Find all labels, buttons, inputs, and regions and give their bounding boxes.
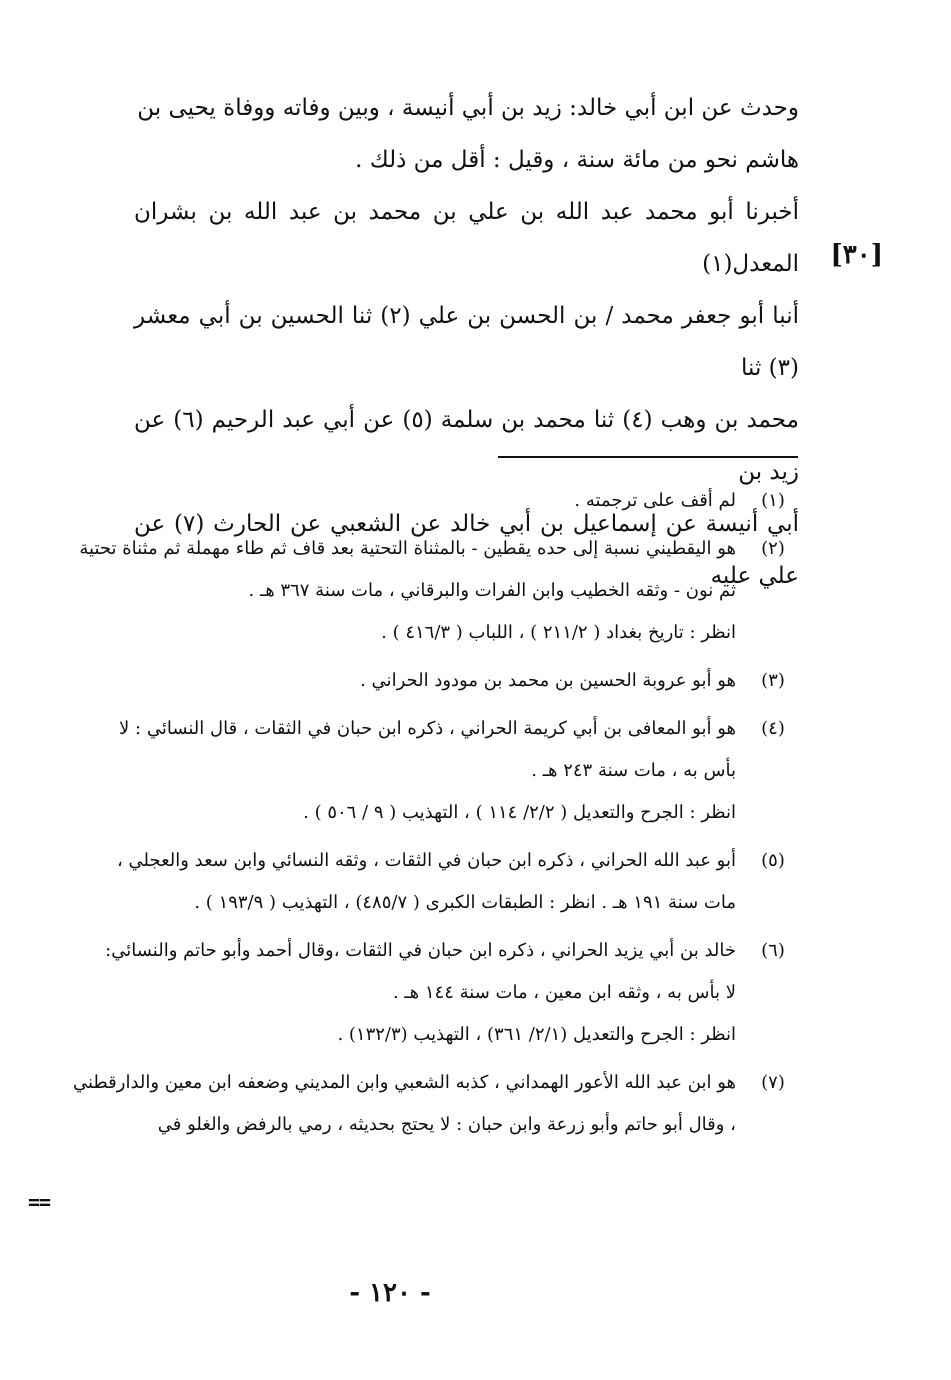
footnote-3 (28, 660, 798, 702)
footnote-line: خالد بن أبي يزيد الحراني ، ذكره ابن حبان في الثقات ،وقال أحمد وأبو حاتم والنسائي: (105, 940, 736, 961)
footnote-separator (498, 456, 798, 458)
footnote-4 (28, 708, 798, 834)
footnote-line: هو اليقطيني نسبة إلى حده يقطين - بالمثناة التحتية بعد قاف ثم طاء مهملة ثم مثناة تحتية (79, 538, 736, 559)
main-line: محمد بن وهب (٤) ثنا محمد بن سلمة (٥) عن أبي عبد الرحيم (٦) عن زيد بن (134, 407, 799, 485)
footnote-line: هو ابن عبد الله الأعور الهمداني ، كذبه الشعبي وابن المديني وضعفه ابن معين والدارقطني (72, 1072, 736, 1093)
footnote-line: انظر : تاريخ بغداد ( ٢١١/٢ ) ، اللباب ( ٤١٦/٣ ) . (381, 622, 736, 643)
footnote-5 (28, 840, 798, 924)
footnote-line: انظر : الجرح والتعديل (٢/١/ ٣٦١) ، التهذيب (١٣٢/٣) . (337, 1024, 736, 1045)
footnote-1 (28, 480, 798, 522)
footnote-line: هو أبو عروبة الحسين بن محمد بن مودود الحراني . (360, 670, 736, 691)
footnote-7 (28, 1062, 798, 1146)
margin-marker: [٣٠] (830, 240, 883, 270)
footnote-line: انظر : الجرح والتعديل ( ٢/٢/ ١١٤ ) ، التهذيب ( ٩ / ٥٠٦ ) . (303, 802, 736, 823)
footnotes (28, 480, 798, 1152)
footnote-number: (٦) (761, 940, 785, 961)
footnote-line: بأس به ، مات سنة ٢٤٣ هـ . (531, 760, 736, 781)
footnote-number: (٧) (761, 1072, 785, 1093)
main-line: أنبا أبو جعفر محمد / بن الحسن بن علي (٢) ثنا الحسين بن أبي معشر (٣) ثنا (134, 303, 799, 381)
footnote-line: أبو عبد الله الحراني ، ذكره ابن حبان في الثقات ، وثقه النسائي وابن سعد والعجلي ، (116, 850, 736, 871)
footnote-line: مات سنة ١٩١ هـ . انظر : الطبقات الكبرى ( ٤٨٥/٧) ، التهذيب ( ١٩٣/٩ ) . (194, 892, 736, 913)
footnote-2 (28, 528, 798, 654)
main-line: وحدث عن ابن أبي خالد: زيد بن أبي أنيسة ، وبين وفاته ووفاة يحيى بن (137, 95, 799, 121)
footnote-number: (٤) (761, 718, 785, 739)
footnote-number: (٢) (761, 538, 785, 559)
footnote-number: (٥) (761, 850, 785, 871)
main-line: أخبرنا أبو محمد عبد الله بن علي بن محمد بن عبد الله بن بشران المعدل(١) (134, 199, 799, 277)
continuation-mark: == (28, 1190, 51, 1214)
footnote-number: (١) (761, 490, 785, 511)
footnote-line: ثم نون - وثقه الخطيب وابن الفرات والبرقاني ، مات سنة ٣٦٧ هـ . (248, 580, 736, 601)
page-number: - ١٢٠ - (349, 1278, 431, 1308)
footnote-line: لم أقف على ترجمته . (574, 490, 736, 511)
footnote-line: هو أبو المعافى بن أبي كريمة الحراني ، ذكره ابن حبان في الثقات ، قال النسائي : لا (119, 718, 736, 739)
main-line: أبي أنيسة عن إسماعيل بن أبي خالد عن الشعبي عن الحارث (٧) عن علي عليه (134, 511, 799, 589)
main-line: هاشم نحو من مائة سنة ، وقيل : أقل من ذلك . (355, 147, 799, 173)
footnote-line: لا بأس به ، وثقه ابن معين ، مات سنة ١٤٤ هـ . (392, 982, 736, 1003)
footnote-number: (٣) (761, 670, 785, 691)
footnote-line: ، وقال أبو حاتم وأبو زرعة وابن حبان : لا يحتج بحديثه ، رمي بالرفض والغلو في (157, 1114, 736, 1135)
footnote-6 (28, 930, 798, 1056)
